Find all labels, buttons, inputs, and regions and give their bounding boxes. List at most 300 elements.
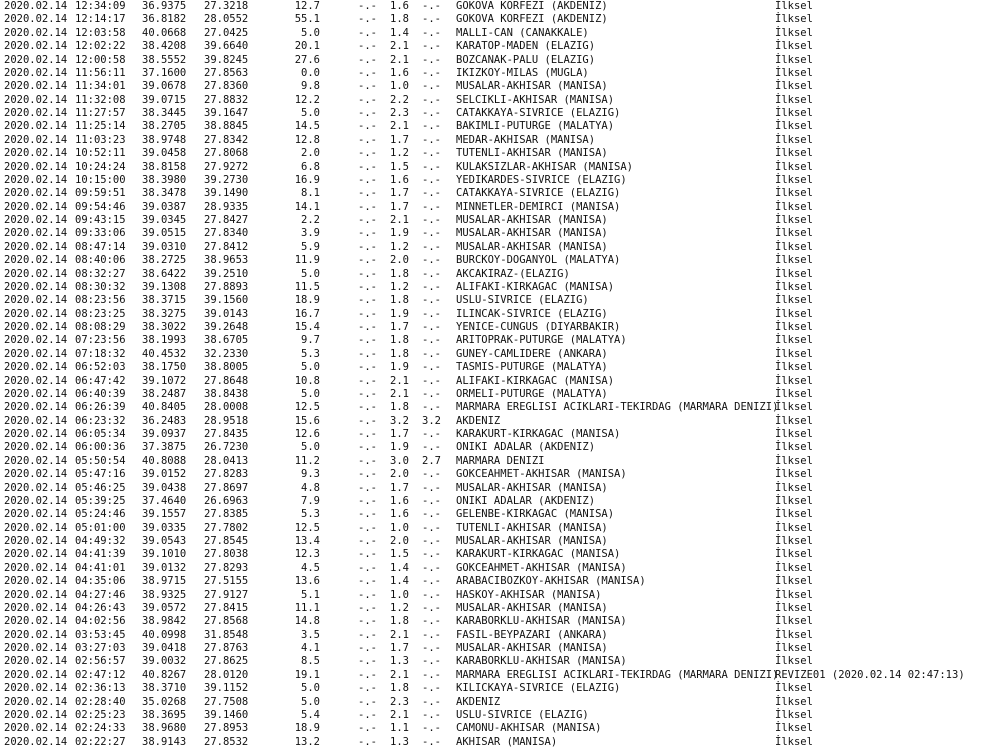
longitude-cell: 27.8763 [204, 642, 249, 654]
location-cell: GOKCEAHMET-AKHISAR (MANISA) [456, 468, 627, 481]
longitude-cell: 27.8697 [204, 481, 249, 494]
md-magnitude-cell: -.- [358, 107, 377, 119]
location-cell: MINNETLER-DEMIRCI (MANISA) [456, 200, 621, 213]
date-cell: 2020.02.14 [4, 307, 68, 320]
list-item [4, 321, 1000, 334]
ml-magnitude-cell: 1.2 [390, 147, 409, 160]
location-cell: MUSALAR-AKHISAR (MANISA) [456, 642, 608, 654]
md-magnitude-cell: -.- [358, 508, 377, 521]
date-cell: 2020.02.14 [4, 214, 68, 226]
date-cell: 2020.02.14 [4, 0, 68, 12]
solution-quality-cell: İlksel [775, 40, 813, 53]
solution-quality-cell: İlksel [775, 521, 813, 534]
location-cell: CATAKKAYA-SIVRICE (ELAZIG) [456, 107, 621, 119]
latitude-cell: 39.0543 [142, 535, 187, 547]
latitude-cell: 38.3022 [142, 321, 187, 333]
mw-magnitude-cell: -.- [422, 0, 441, 12]
depth-cell: 8.1 [301, 187, 320, 200]
time-cell: 08:30:32 [75, 280, 126, 293]
md-magnitude-cell: -.- [358, 254, 377, 267]
latitude-cell: 39.1557 [142, 508, 187, 521]
date-cell: 2020.02.14 [4, 133, 68, 146]
ml-magnitude-cell: 3.0 [390, 454, 409, 467]
date-cell: 2020.02.14 [4, 80, 68, 93]
mw-magnitude-cell: -.- [422, 588, 441, 601]
date-cell: 2020.02.14 [4, 575, 68, 588]
depth-cell: 18.9 [294, 722, 320, 735]
depth-cell: 4.5 [301, 561, 320, 574]
latitude-cell: 38.9680 [142, 722, 187, 735]
longitude-cell: 39.1460 [204, 708, 249, 721]
location-cell: GOKCEAHMET-AKHISAR (MANISA) [456, 561, 627, 574]
time-cell: 02:36:13 [75, 682, 126, 695]
md-magnitude-cell: -.- [358, 695, 377, 708]
solution-quality-cell: İlksel [775, 280, 813, 293]
mw-magnitude-cell: -.- [422, 708, 441, 721]
solution-quality-cell: İlksel [775, 240, 813, 253]
location-cell: MUSALAR-AKHISAR (MANISA) [456, 481, 608, 494]
mw-magnitude-cell: -.- [422, 361, 441, 374]
date-cell: 2020.02.14 [4, 428, 68, 440]
mw-magnitude-cell: -.- [422, 642, 441, 654]
depth-cell: 14.8 [294, 615, 320, 628]
solution-quality-cell: İlksel [775, 695, 813, 708]
mw-magnitude-cell: -.- [422, 187, 441, 200]
solution-quality-cell: İlksel [775, 655, 813, 668]
ml-magnitude-cell: 1.4 [390, 561, 409, 574]
ml-magnitude-cell: 1.3 [390, 735, 409, 748]
ml-magnitude-cell: 1.9 [390, 307, 409, 320]
time-cell: 05:01:00 [75, 521, 126, 534]
depth-cell: 9.3 [301, 468, 320, 481]
depth-cell: 18.9 [294, 294, 320, 307]
longitude-cell: 27.7802 [204, 521, 249, 534]
mw-magnitude-cell: -.- [422, 735, 441, 748]
location-cell: MUSALAR-AKHISAR (MANISA) [456, 601, 608, 614]
time-cell: 12:03:58 [75, 26, 126, 39]
mw-magnitude-cell: -.- [422, 321, 441, 333]
mw-magnitude-cell: -.- [422, 722, 441, 735]
md-magnitude-cell: -.- [358, 454, 377, 467]
list-item [4, 94, 1000, 107]
solution-quality-cell: İlksel [775, 628, 813, 641]
depth-cell: 4.8 [301, 481, 320, 494]
location-cell: ALIFAKI-KIRKAGAC (MANISA) [456, 280, 615, 293]
depth-cell: 5.3 [301, 508, 320, 521]
depth-cell: 14.5 [294, 120, 320, 133]
date-cell: 2020.02.14 [4, 668, 68, 681]
latitude-cell: 38.2705 [142, 120, 187, 133]
ml-magnitude-cell: 1.7 [390, 321, 409, 333]
mw-magnitude-cell: -.- [422, 668, 441, 681]
time-cell: 03:53:45 [75, 628, 126, 641]
list-item [4, 722, 1000, 735]
time-cell: 06:05:34 [75, 428, 126, 440]
ml-magnitude-cell: 1.8 [390, 267, 409, 280]
time-cell: 08:32:27 [75, 267, 126, 280]
latitude-cell: 39.0458 [142, 147, 187, 160]
latitude-cell: 37.4640 [142, 494, 187, 507]
date-cell: 2020.02.14 [4, 655, 68, 668]
depth-cell: 5.1 [301, 588, 320, 601]
depth-cell: 13.2 [294, 735, 320, 748]
md-magnitude-cell: -.- [358, 214, 377, 226]
solution-quality-cell: İlksel [775, 414, 813, 427]
location-cell: GOKOVA KORFEZI (AKDENIZ) [456, 0, 608, 12]
latitude-cell: 35.0268 [142, 695, 187, 708]
longitude-cell: 38.9653 [204, 254, 249, 267]
location-cell: USLU-SIVRICE (ELAZIG) [456, 294, 589, 307]
md-magnitude-cell: -.- [358, 173, 377, 186]
date-cell: 2020.02.14 [4, 588, 68, 601]
md-magnitude-cell: -.- [358, 93, 377, 106]
longitude-cell: 28.9335 [204, 200, 249, 213]
solution-quality-cell: İlksel [775, 133, 813, 146]
depth-cell: 5.3 [301, 347, 320, 360]
longitude-cell: 27.8340 [204, 227, 249, 240]
depth-cell: 14.1 [294, 200, 320, 213]
solution-quality-cell: İlksel [775, 548, 813, 561]
time-cell: 05:24:46 [75, 508, 126, 521]
mw-magnitude-cell: -.- [422, 26, 441, 39]
depth-cell: 5.0 [301, 267, 320, 280]
mw-magnitude-cell: -.- [422, 66, 441, 79]
depth-cell: 4.1 [301, 642, 320, 654]
longitude-cell: 38.8438 [204, 387, 249, 400]
ml-magnitude-cell: 2.1 [390, 668, 409, 681]
location-cell: BOZCANAK-PALU (ELAZIG) [456, 53, 596, 66]
longitude-cell: 27.8360 [204, 80, 249, 93]
time-cell: 09:33:06 [75, 227, 126, 240]
time-cell: 11:03:23 [75, 133, 126, 146]
location-cell: KARABORKLU-AKHISAR (MANISA) [456, 655, 627, 668]
list-item [4, 334, 1000, 347]
date-cell: 2020.02.14 [4, 481, 68, 494]
depth-cell: 6.8 [301, 160, 320, 173]
date-cell: 2020.02.14 [4, 147, 68, 160]
mw-magnitude-cell: -.- [422, 401, 441, 414]
location-cell: MUSALAR-AKHISAR (MANISA) [456, 535, 608, 547]
md-magnitude-cell: -.- [358, 708, 377, 721]
location-cell: KARAKURT-KIRKAGAC (MANISA) [456, 428, 621, 440]
solution-quality-cell: İlksel [775, 334, 813, 347]
mw-magnitude-cell: -.- [422, 254, 441, 267]
location-cell: GUNEY-CAMLIDERE (ANKARA) [456, 347, 608, 360]
mw-magnitude-cell: -.- [422, 615, 441, 628]
list-item [4, 308, 1000, 321]
location-cell: ALIFAKI-KIRKAGAC (MANISA) [456, 374, 615, 387]
longitude-cell: 27.8953 [204, 722, 249, 735]
ml-magnitude-cell: 1.2 [390, 240, 409, 253]
md-magnitude-cell: -.- [358, 548, 377, 561]
location-cell: BAKIMLI-PUTURGE (MALATYA) [456, 120, 615, 133]
latitude-cell: 39.1308 [142, 280, 187, 293]
md-magnitude-cell: -.- [358, 628, 377, 641]
md-magnitude-cell: -.- [358, 588, 377, 601]
date-cell: 2020.02.14 [4, 280, 68, 293]
latitude-cell: 37.1600 [142, 66, 187, 79]
list-item [4, 562, 1000, 575]
location-cell: AKDENIZ [456, 414, 501, 427]
solution-quality-cell: İlksel [775, 468, 813, 481]
longitude-cell: 27.8532 [204, 735, 249, 748]
location-cell: ARABACIBOZKOY-AKHISAR (MANISA) [456, 575, 646, 588]
list-item [4, 348, 1000, 361]
ml-magnitude-cell: 2.0 [390, 468, 409, 481]
longitude-cell: 27.5155 [204, 575, 249, 588]
ml-magnitude-cell: 1.5 [390, 160, 409, 173]
mw-magnitude-cell: -.- [422, 53, 441, 66]
solution-quality-cell: İlksel [775, 642, 813, 654]
longitude-cell: 39.1560 [204, 294, 249, 307]
date-cell: 2020.02.14 [4, 735, 68, 748]
longitude-cell: 27.8893 [204, 280, 249, 293]
latitude-cell: 38.2487 [142, 387, 187, 400]
depth-cell: 19.1 [294, 668, 320, 681]
date-cell: 2020.02.14 [4, 173, 68, 186]
longitude-cell: 27.8568 [204, 615, 249, 628]
date-cell: 2020.02.14 [4, 508, 68, 521]
longitude-cell: 39.8245 [204, 53, 249, 66]
solution-quality-cell: İlksel [775, 601, 813, 614]
ml-magnitude-cell: 1.8 [390, 615, 409, 628]
location-cell: YENICE-CUNGUS (DIYARBAKIR) [456, 321, 621, 333]
depth-cell: 11.1 [294, 601, 320, 614]
mw-magnitude-cell: -.- [422, 374, 441, 387]
md-magnitude-cell: -.- [358, 280, 377, 293]
ml-magnitude-cell: 2.1 [390, 387, 409, 400]
solution-quality-cell: İlksel [775, 254, 813, 267]
solution-quality-cell: İlksel [775, 294, 813, 307]
md-magnitude-cell: -.- [358, 561, 377, 574]
date-cell: 2020.02.14 [4, 66, 68, 79]
time-cell: 10:15:00 [75, 173, 126, 186]
solution-quality-cell: İlksel [775, 93, 813, 106]
ml-magnitude-cell: 1.4 [390, 575, 409, 588]
date-cell: 2020.02.14 [4, 334, 68, 347]
list-item [4, 187, 1000, 200]
latitude-cell: 39.0345 [142, 214, 187, 226]
ml-magnitude-cell: 1.8 [390, 347, 409, 360]
mw-magnitude-cell: -.- [422, 628, 441, 641]
latitude-cell: 38.2725 [142, 254, 187, 267]
solution-quality-cell: İlksel [775, 588, 813, 601]
time-cell: 04:49:32 [75, 535, 126, 547]
location-cell: MUSALAR-AKHISAR (MANISA) [456, 240, 608, 253]
ml-magnitude-cell: 1.4 [390, 26, 409, 39]
longitude-cell: 27.8342 [204, 133, 249, 146]
ml-magnitude-cell: 1.9 [390, 441, 409, 454]
latitude-cell: 39.1010 [142, 548, 187, 561]
depth-cell: 8.5 [301, 655, 320, 668]
location-cell: USLU-SIVRICE (ELAZIG) [456, 708, 589, 721]
depth-cell: 2.0 [301, 147, 320, 160]
md-magnitude-cell: -.- [358, 240, 377, 253]
ml-magnitude-cell: 1.7 [390, 642, 409, 654]
ml-magnitude-cell: 1.7 [390, 187, 409, 200]
list-item [4, 281, 1000, 294]
mw-magnitude-cell: -.- [422, 200, 441, 213]
solution-quality-cell: İlksel [775, 307, 813, 320]
mw-magnitude-cell: -.- [422, 307, 441, 320]
list-item [4, 682, 1000, 695]
ml-magnitude-cell: 1.7 [390, 133, 409, 146]
time-cell: 02:47:12 [75, 668, 126, 681]
latitude-cell: 39.0152 [142, 468, 187, 481]
longitude-cell: 27.8563 [204, 66, 249, 79]
md-magnitude-cell: -.- [358, 120, 377, 133]
date-cell: 2020.02.14 [4, 682, 68, 695]
mw-magnitude-cell: -.- [422, 13, 441, 26]
time-cell: 02:56:57 [75, 655, 126, 668]
latitude-cell: 39.0515 [142, 227, 187, 240]
time-cell: 06:00:36 [75, 441, 126, 454]
location-cell: CAMONU-AKHISAR (MANISA) [456, 722, 602, 735]
depth-cell: 3.9 [301, 227, 320, 240]
location-cell: ONIKI ADALAR (AKDENIZ) [456, 494, 596, 507]
time-cell: 04:02:56 [75, 615, 126, 628]
md-magnitude-cell: -.- [358, 682, 377, 695]
list-item [4, 428, 1000, 441]
longitude-cell: 27.8068 [204, 147, 249, 160]
solution-quality-cell: İlksel [775, 13, 813, 26]
ml-magnitude-cell: 1.8 [390, 13, 409, 26]
depth-cell: 5.0 [301, 26, 320, 39]
md-magnitude-cell: -.- [358, 13, 377, 26]
time-cell: 09:43:15 [75, 214, 126, 226]
date-cell: 2020.02.14 [4, 294, 68, 307]
mw-magnitude-cell: 3.2 [422, 414, 441, 427]
list-item [4, 227, 1000, 240]
list-item [4, 522, 1000, 535]
date-cell: 2020.02.14 [4, 187, 68, 200]
md-magnitude-cell: -.- [358, 80, 377, 93]
depth-cell: 5.4 [301, 708, 320, 721]
time-cell: 10:24:24 [75, 160, 126, 173]
latitude-cell: 40.4532 [142, 347, 187, 360]
longitude-cell: 39.2510 [204, 267, 249, 280]
longitude-cell: 27.0425 [204, 26, 249, 39]
date-cell: 2020.02.14 [4, 441, 68, 454]
list-item [4, 642, 1000, 655]
longitude-cell: 27.8385 [204, 508, 249, 521]
time-cell: 02:24:33 [75, 722, 126, 735]
location-cell: SELCIKLI-AKHISAR (MANISA) [456, 93, 615, 106]
depth-cell: 9.8 [301, 80, 320, 93]
depth-cell: 12.6 [294, 428, 320, 440]
time-cell: 08:23:25 [75, 307, 126, 320]
latitude-cell: 40.8405 [142, 401, 187, 414]
solution-quality-cell: İlksel [775, 361, 813, 374]
location-cell: GELENBE-KIRKAGAC (MANISA) [456, 508, 615, 521]
depth-cell: 5.0 [301, 387, 320, 400]
list-item [4, 80, 1000, 93]
list-item [4, 0, 1000, 13]
latitude-cell: 38.5552 [142, 53, 187, 66]
mw-magnitude-cell: -.- [422, 468, 441, 481]
mw-magnitude-cell: -.- [422, 294, 441, 307]
list-item [4, 401, 1000, 414]
latitude-cell: 39.0438 [142, 481, 187, 494]
ml-magnitude-cell: 1.8 [390, 682, 409, 695]
ml-magnitude-cell: 1.7 [390, 481, 409, 494]
md-magnitude-cell: -.- [358, 321, 377, 333]
md-magnitude-cell: -.- [358, 267, 377, 280]
depth-cell: 12.5 [294, 521, 320, 534]
location-cell: AKHISAR (MANISA) [456, 735, 558, 748]
md-magnitude-cell: -.- [358, 615, 377, 628]
date-cell: 2020.02.14 [4, 722, 68, 735]
latitude-cell: 40.0998 [142, 628, 187, 641]
longitude-cell: 27.8038 [204, 548, 249, 561]
ml-magnitude-cell: 2.1 [390, 374, 409, 387]
mw-magnitude-cell: -.- [422, 535, 441, 547]
mw-magnitude-cell: -.- [422, 494, 441, 507]
solution-quality-cell: İlksel [775, 214, 813, 226]
solution-quality-cell: İlksel [775, 26, 813, 39]
mw-magnitude-cell: -.- [422, 133, 441, 146]
solution-quality-cell: İlksel [775, 66, 813, 79]
location-cell: GOKOVA KORFEZI (AKDENIZ) [456, 13, 608, 26]
location-cell: MARMARA DENIZI [456, 454, 545, 467]
list-item [4, 40, 1000, 53]
solution-quality-cell: İlksel [775, 53, 813, 66]
time-cell: 08:40:06 [75, 254, 126, 267]
mw-magnitude-cell: -.- [422, 481, 441, 494]
ml-magnitude-cell: 2.1 [390, 628, 409, 641]
ml-magnitude-cell: 2.1 [390, 214, 409, 226]
depth-cell: 55.1 [294, 13, 320, 26]
location-cell: BURCKOY-DOGANYOL (MALATYA) [456, 254, 621, 267]
time-cell: 05:39:25 [75, 494, 126, 507]
md-magnitude-cell: -.- [358, 361, 377, 374]
list-item [4, 214, 1000, 227]
location-cell: ONIKI ADALAR (AKDENIZ) [456, 441, 596, 454]
solution-quality-cell: İlksel [775, 561, 813, 574]
ml-magnitude-cell: 1.0 [390, 588, 409, 601]
time-cell: 06:52:03 [75, 361, 126, 374]
longitude-cell: 27.8545 [204, 535, 249, 547]
ml-magnitude-cell: 2.1 [390, 40, 409, 53]
solution-quality-cell: İlksel [775, 387, 813, 400]
mw-magnitude-cell: -.- [422, 240, 441, 253]
md-magnitude-cell: -.- [358, 428, 377, 440]
ml-magnitude-cell: 2.0 [390, 535, 409, 547]
location-cell: YEDIKARDES-SIVRICE (ELAZIG) [456, 173, 627, 186]
location-cell: ILINCAK-SIVRICE (ELAZIG) [456, 307, 608, 320]
depth-cell: 12.5 [294, 401, 320, 414]
list-item [4, 147, 1000, 160]
md-magnitude-cell: -.- [358, 160, 377, 173]
latitude-cell: 36.2483 [142, 414, 187, 427]
location-cell: MARMARA EREGLISI ACIKLARI-TEKIRDAG (MARMARA DENIZI) [456, 668, 779, 681]
mw-magnitude-cell: -.- [422, 601, 441, 614]
time-cell: 11:25:14 [75, 120, 126, 133]
location-cell: KARABORKLU-AKHISAR (MANISA) [456, 615, 627, 628]
time-cell: 02:25:23 [75, 708, 126, 721]
date-cell: 2020.02.14 [4, 321, 68, 333]
longitude-cell: 39.6640 [204, 40, 249, 53]
longitude-cell: 38.6705 [204, 334, 249, 347]
mw-magnitude-cell: -.- [422, 561, 441, 574]
ml-magnitude-cell: 1.9 [390, 361, 409, 374]
date-cell: 2020.02.14 [4, 628, 68, 641]
solution-quality-cell: İlksel [775, 494, 813, 507]
location-cell: MEDAR-AKHISAR (MANISA) [456, 133, 596, 146]
mw-magnitude-cell: 2.7 [422, 454, 441, 467]
solution-quality-cell: İlksel [775, 107, 813, 119]
time-cell: 04:35:06 [75, 575, 126, 588]
